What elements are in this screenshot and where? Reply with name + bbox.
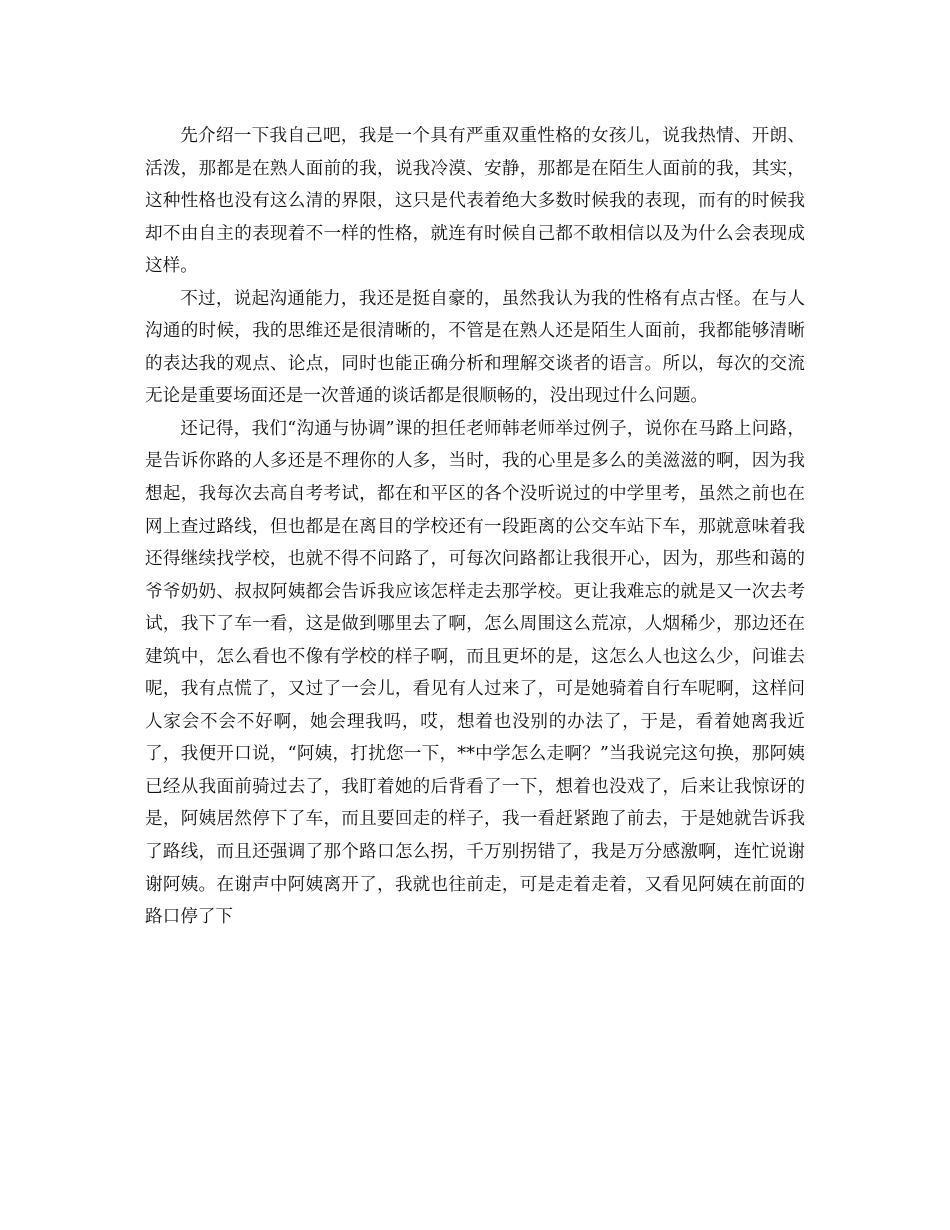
paragraph-1: 先介绍一下我自己吧，我是一个具有严重双重性格的女孩儿，说我热情、开朗、活泼，那都是在熟人面前的我，说我冷漠、安静，那都是在陌生人面前的我，其实，这种性格也没有这么清的界限，这只是代表着绝大多数时候我的表现，而有的时候我却不由自主的表现着不一样的性格，就连有时候自己都不敢相信以及为什么会表现成这样。 <box>145 126 805 277</box>
paragraph-2: 不过，说起沟通能力，我还是挺自豪的，虽然我认为我的性格有点古怪。在与人沟通的时候，我的思维还是很清晰的，不管是在熟人还是陌生人面前，我都能够清晰的表达我的观点、论点，同时也能正确分析和理解交谈者的语言。所以，每次的交流无论是重要场面还是一次普通的谈话都是很顺畅的，没出现过什么问题。 <box>145 288 805 407</box>
paragraph-3: 还记得，我们“沟通与协调”课的担任老师韩老师举过例子，说你在马路上问路，是告诉你路的人多还是不理你的人多，当时，我的心里是多么的美滋滋的啊，因为我想起，我每次去高自考考试，都在和平区的各个没听说过的中学里考，虽然之前也在网上查过路线，但也都是在离目的学校还有一段距离的公交车站下车，那就意味着我还得继续找学校，也就不得不问路了，可每次问路都让我很开心，因为，那些和蔼的爷爷奶奶、叔叔阿姨都会告诉我应该怎样走去那学校。更让我难忘的就是又一次去考试，我下了车一看，这是做到哪里去了啊，怎么周围这么荒凉，人烟稀少，那边还在建筑中，怎么看也不像有学校的样子啊，而且更坏的是，这怎么人也这么少，问谁去呢，我有点慌了，又过了一会儿，看见有人过来了，可是她骑着自行车呢啊，这样问人家会不会不好啊，她会理我吗，哎，想着也没别的办法了，于是，看着她离我近了，我便开口说，“阿姨，打扰您一下，**中学怎么走啊？”当我说完这句换，那阿姨已经从我面前骑过去了，我盯着她的后背看了一下，想着也没戏了，后来让我惊讶的是，阿姨居然停下了车，而且要回走的样子，我一看赶紧跑了前去，于是她就告诉我了路线，而且还强调了那个路口怎么拐，千万别拐错了，我是万分感激啊，连忙说谢谢阿姨。在谢声中阿姨离开了，我就也往前走，可是走着走着，又看见阿姨在前面的路口停了下 <box>145 418 805 928</box>
document-body <box>145 120 805 934</box>
